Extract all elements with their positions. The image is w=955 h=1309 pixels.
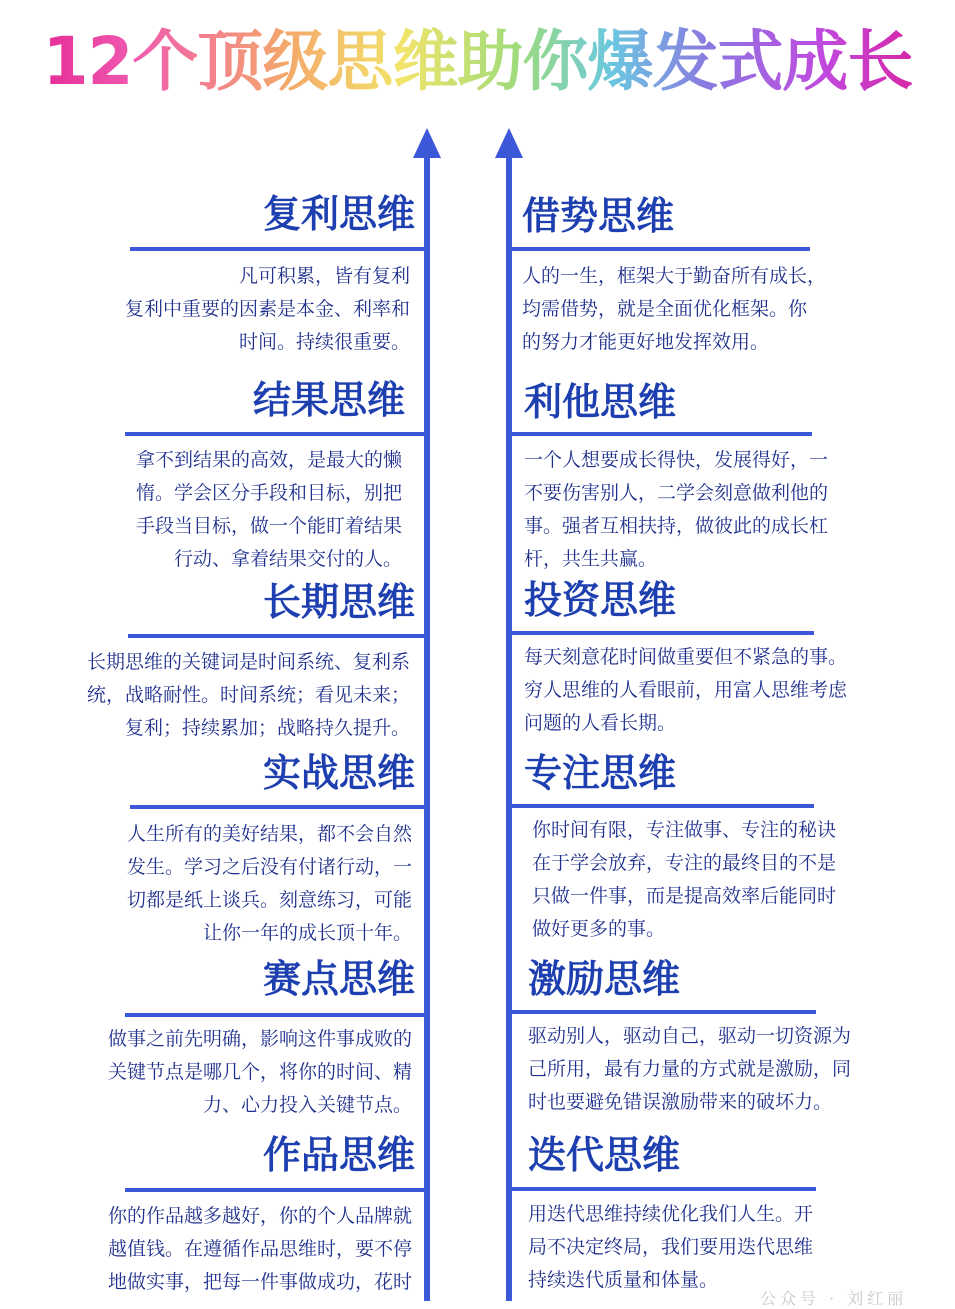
right-item-5-text: 驱动别人，驱动自己，驱动一切资源为 己所用，最有力量的方式就是激励，同 时也要避免错误激励带来的破坏力。 <box>528 1025 852 1113</box>
right-item-4-heading: 专注思维 <box>524 751 677 795</box>
watermark-text: 公众号 · 刘红丽 <box>760 1289 908 1308</box>
left-item-6-rule <box>125 1188 424 1192</box>
left-item-1-rule <box>130 247 424 251</box>
right-item-1-rule <box>512 247 810 251</box>
left-arrow-head-icon <box>413 128 441 158</box>
right-item-1-text: 人的一生，框架大于勤奋所有成长， 均需借势，就是全面优化框架。你 的努力才能更好地发挥效用。 <box>522 265 827 353</box>
right-item-1-heading: 借势思维 <box>522 194 675 238</box>
right-item-4-text: 你时间有限，专注做事、专注的秘诀 在于学会放弃，专注的最终目的不是 只做一件事，而是提高效率后能同时 做好更多的事。 <box>532 819 837 940</box>
right-item-5-heading: 激励思维 <box>528 957 681 1001</box>
right-arrow-shaft <box>506 150 512 1301</box>
right-item-2-text: 一个人想要成长得快，发展得好，一 不要伤害别人，二学会刻意做利他的 事。强者互相扶持，做彼此的成长杠 杆，共生共赢。 <box>524 449 829 570</box>
left-item-5-text: 做事之前先明确，影响这件事成败的 关键节点是哪几个，将你的时间、精 力、心力投入关键节点。 <box>107 1028 412 1116</box>
left-item-5-heading: 赛点思维 <box>262 957 415 1001</box>
left-arrow-shaft <box>424 150 430 1301</box>
right-item-2-rule <box>512 432 812 436</box>
left-item-4-heading: 实战思维 <box>262 751 415 795</box>
right-item-3-heading: 投资思维 <box>524 578 677 622</box>
left-item-2-heading: 结果思维 <box>252 378 405 422</box>
left-item-2-rule <box>125 432 424 436</box>
right-item-3-rule <box>512 631 814 635</box>
right-arrow-head-icon <box>495 128 523 158</box>
right-item-2-heading: 利他思维 <box>524 380 677 424</box>
left-item-5-rule <box>125 1013 424 1017</box>
page-title: 12个顶级思维助你爆发式成长 <box>0 22 955 102</box>
left-item-4-rule <box>130 805 424 809</box>
left-item-1-heading: 复利思维 <box>262 192 415 236</box>
left-item-3-rule <box>128 634 424 638</box>
right-item-6-rule <box>512 1187 816 1191</box>
left-item-6-heading: 作品思维 <box>262 1133 415 1177</box>
right-item-3-text: 每天刻意花时间做重要但不紧急的事。 穷人思维的人看眼前，用富人思维考虑 问题的人看长期。 <box>524 646 848 734</box>
right-item-6-text: 用迭代思维持续优化我们人生。开 局不决定终局，我们要用迭代思维 持续迭代质量和体量。 <box>528 1203 814 1291</box>
right-item-5-rule <box>512 1010 816 1014</box>
left-item-2-text: 拿不到结果的高效，是最大的懒 惰。学会区分手段和目标，别把 手段当目标，做一个能盯着结果 行动、拿着结果交付的人。 <box>135 449 402 570</box>
left-item-3-text: 长期思维的关键词是时间系统、复利系 统，战略耐性。时间系统；看见未来； 复利；持续累加；战略持久提升。 <box>86 651 410 739</box>
left-item-4-text: 人生所有的美好结果，都不会自然 发生。学习之后没有付诸行动，一 切都是纸上谈兵。刻意练习，可能 让你一年的成长顶十年。 <box>126 823 412 944</box>
left-item-3-heading: 长期思维 <box>262 580 415 624</box>
right-item-4-rule <box>512 804 814 808</box>
left-item-6-text: 你的作品越多越好，你的个人品牌就 越值钱。在遵循作品思维时，要不停 地做实事，把每一件事做成功，花时 <box>107 1205 412 1293</box>
right-item-6-heading: 迭代思维 <box>528 1133 681 1177</box>
left-item-1-text: 凡可积累，皆有复利 复利中重要的因素是本金、利率和 时间。持续很重要。 <box>124 265 410 353</box>
